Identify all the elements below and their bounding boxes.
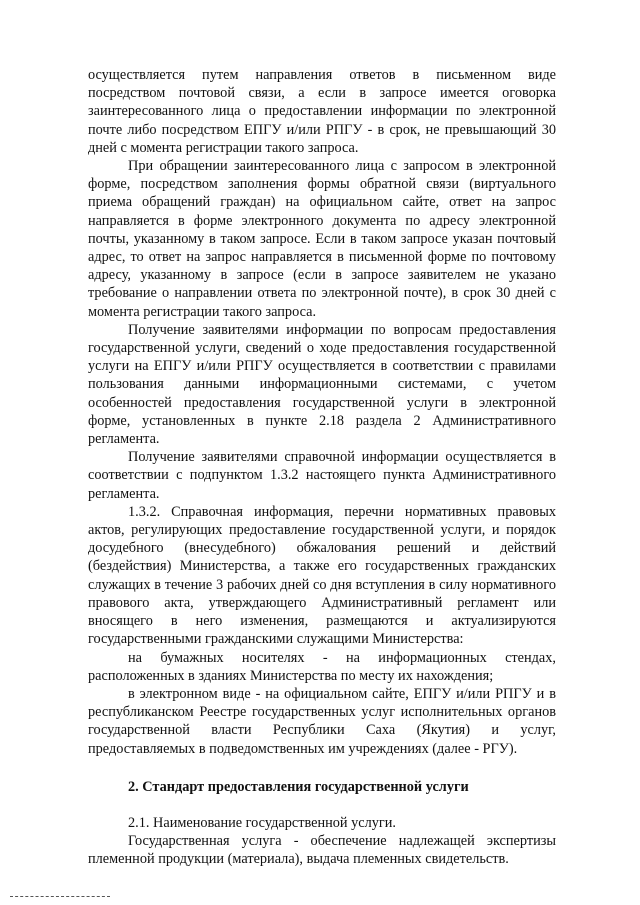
- paragraph-reference-information: Получение заявителями справочной информации осуществляется в соответствии с подпунктом 1.3.2 настоящего пункта Административного регламента.: [88, 449, 556, 502]
- section-heading: 2. Стандарт предоставления государственной услуги: [128, 778, 469, 795]
- paragraph-paper-media: на бумажных носителях - на информационных стендах, расположенных в зданиях Министерства по месту их нахождения;: [88, 649, 556, 684]
- paragraph-electronic-request: При обращении заинтересованного лица с запросом в электронной форме, посредством заполнения формы обратной связи (виртуального приема обращений граждан) на официальном сайте, ответ на запрос направляется в форме электронного документа по адресу электронной почты, указанному в таком запросе. Если в таком запросе указан почтовый адрес, то ответ на запрос направляется в письменной форме по почтовому адресу, указанному в запросе (если в запросе заявителем не указано требование о направлении ответа по электронной почте), в срок 30 дней с момента регистрации такого запроса.: [88, 158, 556, 320]
- paragraph-response-by-mail: осуществляется путем направления ответов в письменном виде посредством почтовой связи, а если в запросе имеется оговорка заинтересованного лица о предоставлении информации по электронной почте либо посредством ЕПГУ и/или РПГУ - в срок, не превышающий 30 дней с момента регистрации такого запроса.: [88, 67, 556, 156]
- document-page: [88, 66, 556, 869]
- paragraph-electronic-form: в электронном виде - на официальном сайте, ЕПГУ и/или РПГУ и в республиканском Реестре государственных услуг исполнительных органов государственной власти Республики Саха (Якутия) и услуг, предоставляемых в подведомственных им учреждениях (далее - РГУ).: [88, 685, 556, 757]
- footer-rule: [10, 896, 110, 897]
- paragraph-service-name: Государственная услуга - обеспечение надлежащей экспертизы племенной продукции (материала), выдача племенных свидетельств.: [88, 833, 556, 868]
- paragraph-1-3-2: 1.3.2. Справочная информация, перечни нормативных правовых актов, регулирующих предоставление государственной услуги, и порядок досудебного (внесудебного) обжалования решений и действий (бездействия) Министерства, а также его государственных гражданских служащих в течение 3 рабочих дней со дня вступления в силу нормативного правового акта, утверждающего Административный регламент или вносящего в него изменения, размещаются и актуализируются государственными гражданскими служащими Министерства:: [88, 503, 556, 648]
- paragraph-epgu-information: Получение заявителями информации по вопросам предоставления государственной услуги, сведений о ходе предоставления государственной услуги на ЕПГУ и/или РПГУ осуществляется в соответствии с правилами пользования данными информационными системами, с учетом особенностей предоставления государственной услуги в электронной форме, установленных в пункте 2.18 раздела 2 Административного регламента.: [88, 321, 556, 448]
- paragraph-2-1-title: 2.1. Наименование государственной услуги.: [128, 814, 396, 831]
